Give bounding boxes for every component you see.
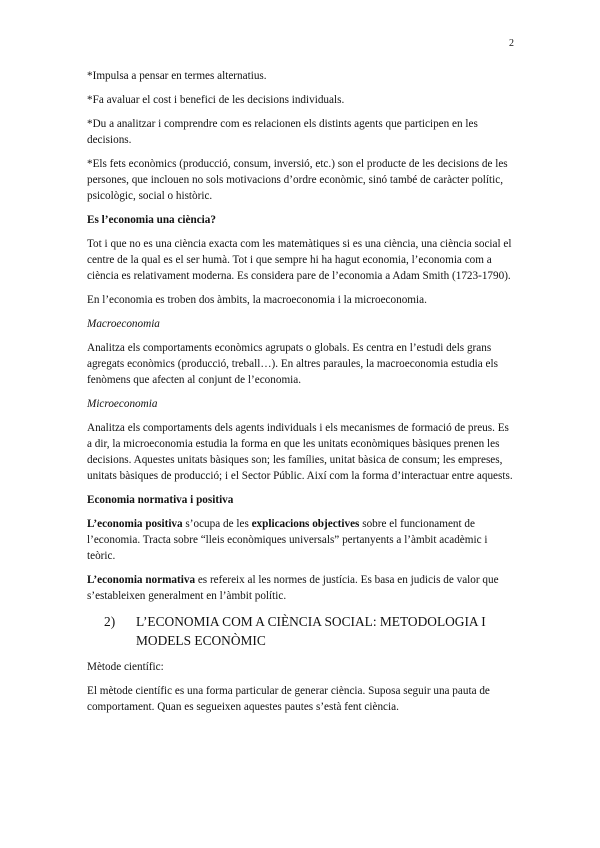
term-objective: explicacions objectives [251,518,360,530]
paragraph-areas: En l’economia es troben dos àmbits, la macroeconomia i la microeconomia. [87,294,427,306]
paragraph-positive: L’economia positiva s’ocupa de les explicacions objectives sobre el funcionament de l’economia. Tracta sobre “lleis econòmiques universals” pertanyents a l’àmbit acadèmic i teòric. [87,518,488,562]
heading-science: Es l’economia una ciència? [87,214,216,226]
page-content [87,68,515,723]
section-title: L’ECONOMIA COM A CIÈNCIA SOCIAL: METODOLOGIA I MODELS ECONÒMIC [136,614,486,648]
bullet-cost-benefit: *Fa avaluar el cost i benefici de les decisions individuals. [87,94,345,106]
paragraph-science: Tot i que no es una ciència exacta com les matemàtiques si es una ciència, una ciència social el centre de la qual es el ser humà. Tot i que sempre hi ha hagut economia, l’economia com a ciència es relativament moderna. Es considera pare de l’economia a Adam Smith (1723-1790). [87,238,512,282]
paragraph-normative: L’economia normativa es refereix al les normes de justícia. Es basa en judicis de valor que s’estableixen generalment en l’àmbit polític. [87,574,499,602]
subheading-macro: Macroeconomia [87,318,160,330]
bullet-alternatives: *Impulsa a pensar en termes alternatius. [87,70,267,82]
bullet-economic-facts: *Els fets econòmics (producció, consum, inversió, etc.) son el producte de les decisions de les persones, que inclouen no sols motivacions d’ordre econòmic, sinó també de caràcter polític, psicològic, social o històric. [87,158,508,202]
paragraph-method: El mètode científic es una forma particular de generar ciència. Suposa seguir una pauta de comportament. Quan es segueixen aquestes pautes s’està fent ciència. [87,685,490,713]
section-heading-2 [87,612,515,650]
term-positive: L’economia positiva [87,518,183,530]
section-number: 2) [104,614,116,629]
paragraph-macro: Analitza els comportaments econòmics agrupats o globals. Es centra en l’estudi dels grans agregats econòmics (producció, treball…). En altres paraules, la macroeconomia estudia els fenòmens que afecten al conjunt de l’economia. [87,342,498,386]
method-label: Mètode científic: [87,661,164,673]
heading-normative-positive: Economia normativa i positiva [87,494,234,506]
paragraph-micro: Analitza els comportaments dels agents individuals i els mecanismes de formació de preus. Es a dir, la microeconomia estudia la forma en que les unitats econòmiques bàsiques prenen les decisions. Aquestes unitats bàsiques son; les famílies, unitat bàsica de consum; les empreses, unitats bàsiques de producció; i el Sector Públic. Així com la forma d’interactuar entre aquests. [87,422,513,482]
page-number: 2 [509,38,514,49]
subheading-micro: Microeconomia [87,398,158,410]
term-normative: L’economia normativa [87,574,196,586]
bullet-agents: *Du a analitzar i comprendre com es relacionen els distints agents que participen en les decisions. [87,118,478,146]
